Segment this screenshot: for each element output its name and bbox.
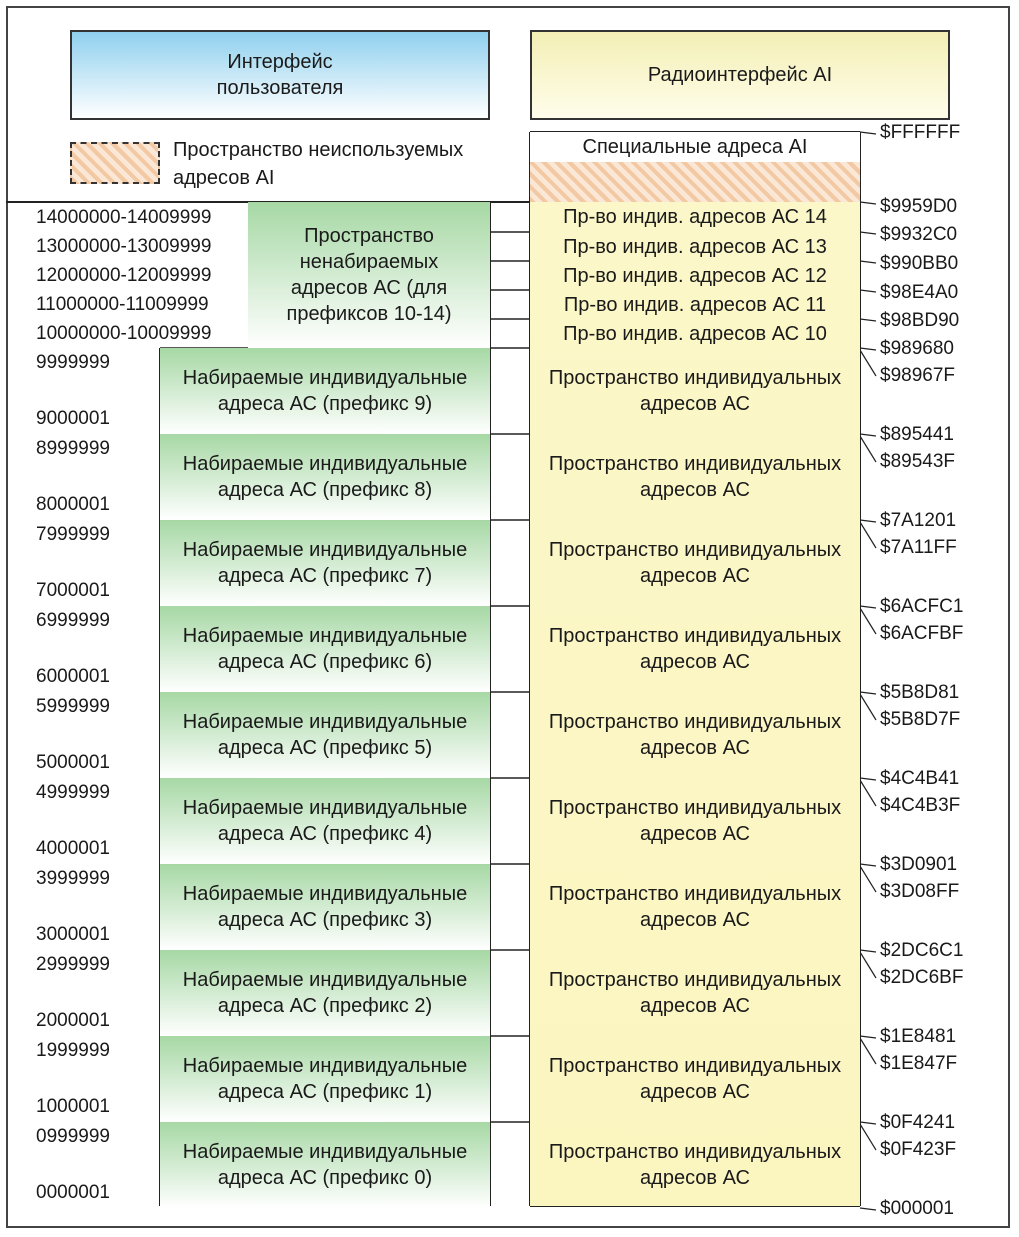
dialable-prefix-block: Набираемые индивидуальные адреса АС (префикс 5)	[160, 692, 490, 778]
prefix-range-high: 5999999	[36, 696, 110, 717]
non-dialable-space-box: Пространство ненабираемых адресов АС (для префиксов 10-14)	[248, 202, 490, 348]
prefix-range-low: 2000001	[36, 1010, 110, 1031]
hex-tick-line	[860, 950, 876, 952]
hex-tick-line	[860, 319, 876, 321]
user-interface-title: Интерфейс пользователя	[216, 51, 344, 99]
non-dialable-range-label: 12000000-12009999	[36, 265, 212, 286]
dialable-prefix-block: Набираемые индивидуальные адреса АС (префикс 7)	[160, 520, 490, 606]
hex-tick-line	[860, 348, 876, 350]
hex-tick-line	[860, 202, 876, 204]
hex-tick-line	[860, 232, 876, 234]
radio-space-block: Пространство индивидуальных адресов АС	[548, 883, 842, 931]
radio-space-block: Пространство индивидуальных адресов АС	[548, 1141, 842, 1189]
hex-tick-line	[860, 606, 876, 608]
individual-slot-label: Пр-во индив. адресов АС 13	[563, 235, 827, 258]
hex-address-label: $7A11FF	[880, 537, 957, 558]
dialable-prefix-block: Набираемые индивидуальные адреса АС (префикс 3)	[160, 864, 490, 950]
radio-space-block: Пространство индивидуальных адресов АС	[548, 1055, 842, 1103]
hex-tick-line	[860, 434, 876, 436]
radio-space-block: Пространство индивидуальных адресов АС	[548, 969, 842, 1017]
prefix-range-high: 8999999	[36, 438, 110, 459]
dialable-prefix-block: Набираемые индивидуальные адреса АС (префикс 4)	[160, 778, 490, 864]
hex-address-label: $3D08FF	[880, 881, 960, 902]
hex-address-label: $2DC6BF	[880, 967, 964, 988]
special-addresses-box: Специальные адреса AI	[530, 132, 860, 162]
radio-space-block: Пространство индивидуальных адресов АС	[548, 367, 842, 415]
prefix-range-low: 4000001	[36, 838, 110, 859]
prefix-range-low: 1000001	[36, 1096, 110, 1117]
unused-space-legend-label: Пространство неиспользуемых адресов AI	[173, 139, 464, 189]
prefix-range-high: 3999999	[36, 868, 110, 889]
prefix-range-high: 9999999	[36, 352, 110, 373]
radio-space-block: Пространство индивидуальных адресов АС	[548, 711, 842, 759]
radio-space-block: Пространство индивидуальных адресов АС	[548, 453, 842, 501]
hex-address-label: $895441	[880, 424, 954, 445]
individual-slot-label: Пр-во индив. адресов АС 14	[563, 206, 827, 228]
hex-tick-line	[860, 866, 876, 892]
hex-address-label: $5B8D81	[880, 682, 960, 703]
prefix-range-low: 6000001	[36, 666, 110, 687]
hex-address-label: $5B8D7F	[880, 709, 961, 730]
hex-address-label: $990BB0	[880, 253, 959, 274]
radio-space-block: Пространство индивидуальных адресов АС	[548, 539, 842, 587]
hex-address-label: $98967F	[880, 365, 956, 386]
hex-address-label: $989680	[880, 338, 954, 359]
hex-tick-line	[860, 1038, 876, 1064]
hex-address-label: $4C4B3F	[880, 795, 961, 816]
hex-address-label: $6ACFC1	[880, 596, 964, 617]
radio-space-block: Пространство индивидуальных адресов АС	[548, 797, 842, 845]
prefix-range-low: 7000001	[36, 580, 110, 601]
hex-tick-line	[860, 608, 876, 634]
hex-address-label: $1E8481	[880, 1026, 957, 1047]
prefix-range-low: 8000001	[36, 494, 110, 515]
hex-tick-line	[860, 864, 876, 866]
hex-tick-line	[860, 1036, 876, 1038]
hex-address-label: $3D0901	[880, 854, 958, 875]
hex-address-label: $1E847F	[880, 1053, 958, 1074]
hex-address-label: $4C4B41	[880, 768, 960, 789]
hex-address-label: $98BD90	[880, 310, 960, 331]
individual-slot-label: Пр-во индив. адресов АС 10	[563, 322, 827, 345]
hex-tick-line	[860, 952, 876, 978]
hex-tick-line	[860, 261, 876, 263]
prefix-range-low: 3000001	[36, 924, 110, 945]
hex-address-label: $0F423F	[880, 1139, 957, 1160]
individual-slot-label: Пр-во индив. адресов АС 12	[563, 264, 827, 287]
dialable-prefix-block: Набираемые индивидуальные адреса АС (префикс 8)	[160, 434, 490, 520]
dialable-prefix-block: Набираемые индивидуальные адреса АС (префикс 0)	[160, 1122, 490, 1208]
non-dialable-range-label: 11000000-11009999	[36, 294, 209, 315]
hex-address-label: $7A1201	[880, 510, 957, 531]
hex-tick-line	[860, 1124, 876, 1150]
dialable-prefix-block: Набираемые индивидуальные адреса АС (префикс 1)	[160, 1036, 490, 1122]
hex-tick-line	[860, 694, 876, 720]
non-dialable-range-label: 13000000-13009999	[36, 236, 212, 257]
prefix-range-low: 5000001	[36, 752, 110, 773]
dialable-prefix-block: Набираемые индивидуальные адреса АС (префикс 2)	[160, 950, 490, 1036]
prefix-range-low: 9000001	[36, 408, 110, 429]
unused-addresses-region	[530, 162, 860, 202]
hex-tick-line	[860, 290, 876, 292]
dialable-prefix-block: Набираемые индивидуальные адреса АС (префикс 9)	[160, 348, 490, 434]
hex-tick-line	[860, 1122, 876, 1124]
hex-address-label: $6ACFBF	[880, 623, 964, 644]
prefix-range-high: 2999999	[36, 954, 110, 975]
prefix-range-high: 1999999	[36, 1040, 110, 1061]
hex-tick-line	[860, 350, 876, 376]
hex-address-label: $89543F	[880, 451, 956, 472]
prefix-range-high: 4999999	[36, 782, 110, 803]
hex-tick-line	[860, 1208, 876, 1210]
hex-address-label: $2DC6C1	[880, 940, 964, 961]
hex-address-label: $FFFFFF	[880, 122, 961, 143]
hex-tick-line	[860, 692, 876, 694]
hex-tick-line	[860, 520, 876, 522]
hex-address-label: $0F4241	[880, 1112, 956, 1133]
prefix-range-low: 0000001	[36, 1182, 110, 1203]
hex-address-label: $98E4A0	[880, 282, 959, 303]
hex-address-label: $000001	[880, 1198, 954, 1219]
hex-address-label: $9932C0	[880, 224, 958, 245]
hex-address-label: $9959D0	[880, 196, 958, 217]
non-dialable-range-label: 10000000-10009999	[36, 323, 212, 344]
hex-tick-line	[860, 522, 876, 548]
hex-tick-line	[860, 436, 876, 462]
individual-slot-label: Пр-во индив. адресов АС 11	[563, 293, 827, 316]
hex-tick-line	[860, 780, 876, 806]
prefix-range-high: 7999999	[36, 524, 110, 545]
prefix-range-high: 6999999	[36, 610, 110, 631]
radio-space-block: Пространство индивидуальных адресов АС	[548, 625, 842, 673]
prefix-range-high: 0999999	[36, 1126, 110, 1147]
hex-tick-line	[860, 132, 876, 134]
radio-interface-title: Радиоинтерфейс AI	[647, 64, 833, 86]
hex-tick-line	[860, 778, 876, 780]
non-dialable-range-label: 14000000-14009999	[36, 207, 212, 228]
dialable-prefix-block: Набираемые индивидуальные адреса АС (префикс 6)	[160, 606, 490, 692]
